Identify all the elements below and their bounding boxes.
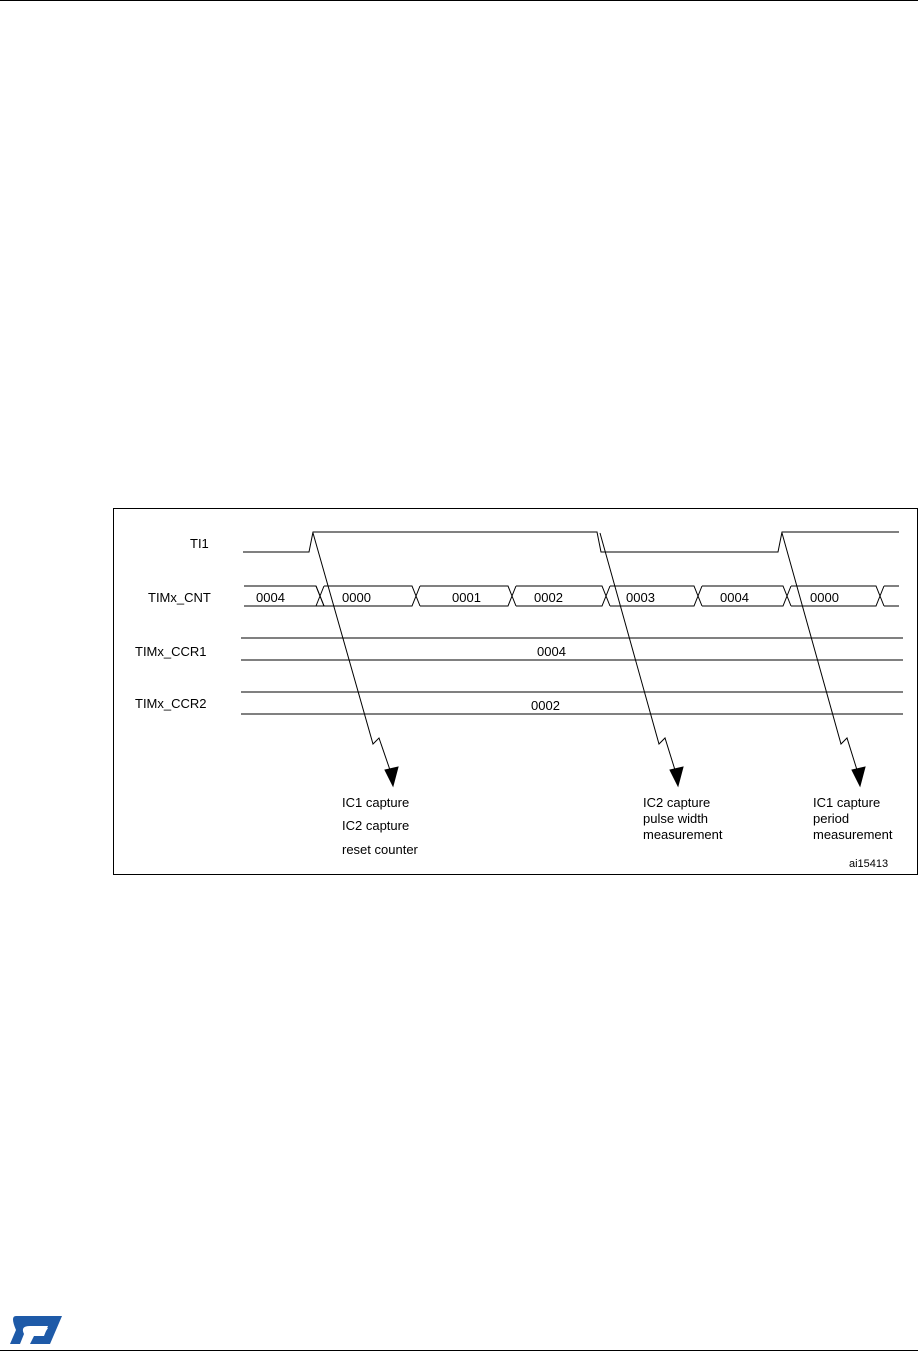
annotation-2-line-1: IC2 capture — [643, 795, 711, 810]
cnt-value-1: 0004 — [256, 590, 285, 605]
annotation-1-line-2: IC2 capture — [342, 818, 410, 833]
ti1-waveform — [243, 532, 899, 552]
timing-diagram — [113, 508, 918, 875]
cnt-value-4: 0002 — [534, 590, 563, 605]
annotation-3-line-1: IC1 capture — [813, 795, 881, 810]
cnt-value-7: 0000 — [810, 590, 839, 605]
cnt-value-2: 0000 — [342, 590, 371, 605]
st-logo-icon — [8, 1314, 64, 1346]
label-timx-ccr2: TIMx_CCR2 — [135, 696, 207, 711]
annotation-3-line-2: period — [813, 811, 850, 826]
cnt-value-3: 0001 — [452, 590, 481, 605]
label-timx-ccr1: TIMx_CCR1 — [135, 644, 207, 659]
annotation-1-line-1: IC1 capture — [342, 795, 410, 810]
annotation-ic1-period — [813, 795, 893, 842]
cnt-value-5: 0003 — [626, 590, 655, 605]
cnt-values — [256, 590, 839, 605]
cnt-value-6: 0004 — [720, 590, 749, 605]
header-rule — [0, 0, 918, 1]
label-ti1: TI1 — [190, 536, 209, 551]
annotation-2-line-2: pulse width — [643, 811, 709, 826]
footer-rule — [0, 1350, 918, 1351]
ccr2-value: 0002 — [531, 698, 560, 713]
annotation-ic1-reset — [342, 795, 419, 857]
label-timx-cnt: TIMx_CNT — [148, 590, 211, 605]
annotation-2-line-3: measurement — [643, 827, 723, 842]
figure-id: ai15413 — [849, 858, 889, 870]
ccr1-value: 0004 — [537, 644, 566, 659]
annotation-ic2-pulse — [643, 795, 723, 842]
annotation-3-line-3: measurement — [813, 827, 893, 842]
annotation-1-line-3: reset counter — [342, 842, 418, 857]
